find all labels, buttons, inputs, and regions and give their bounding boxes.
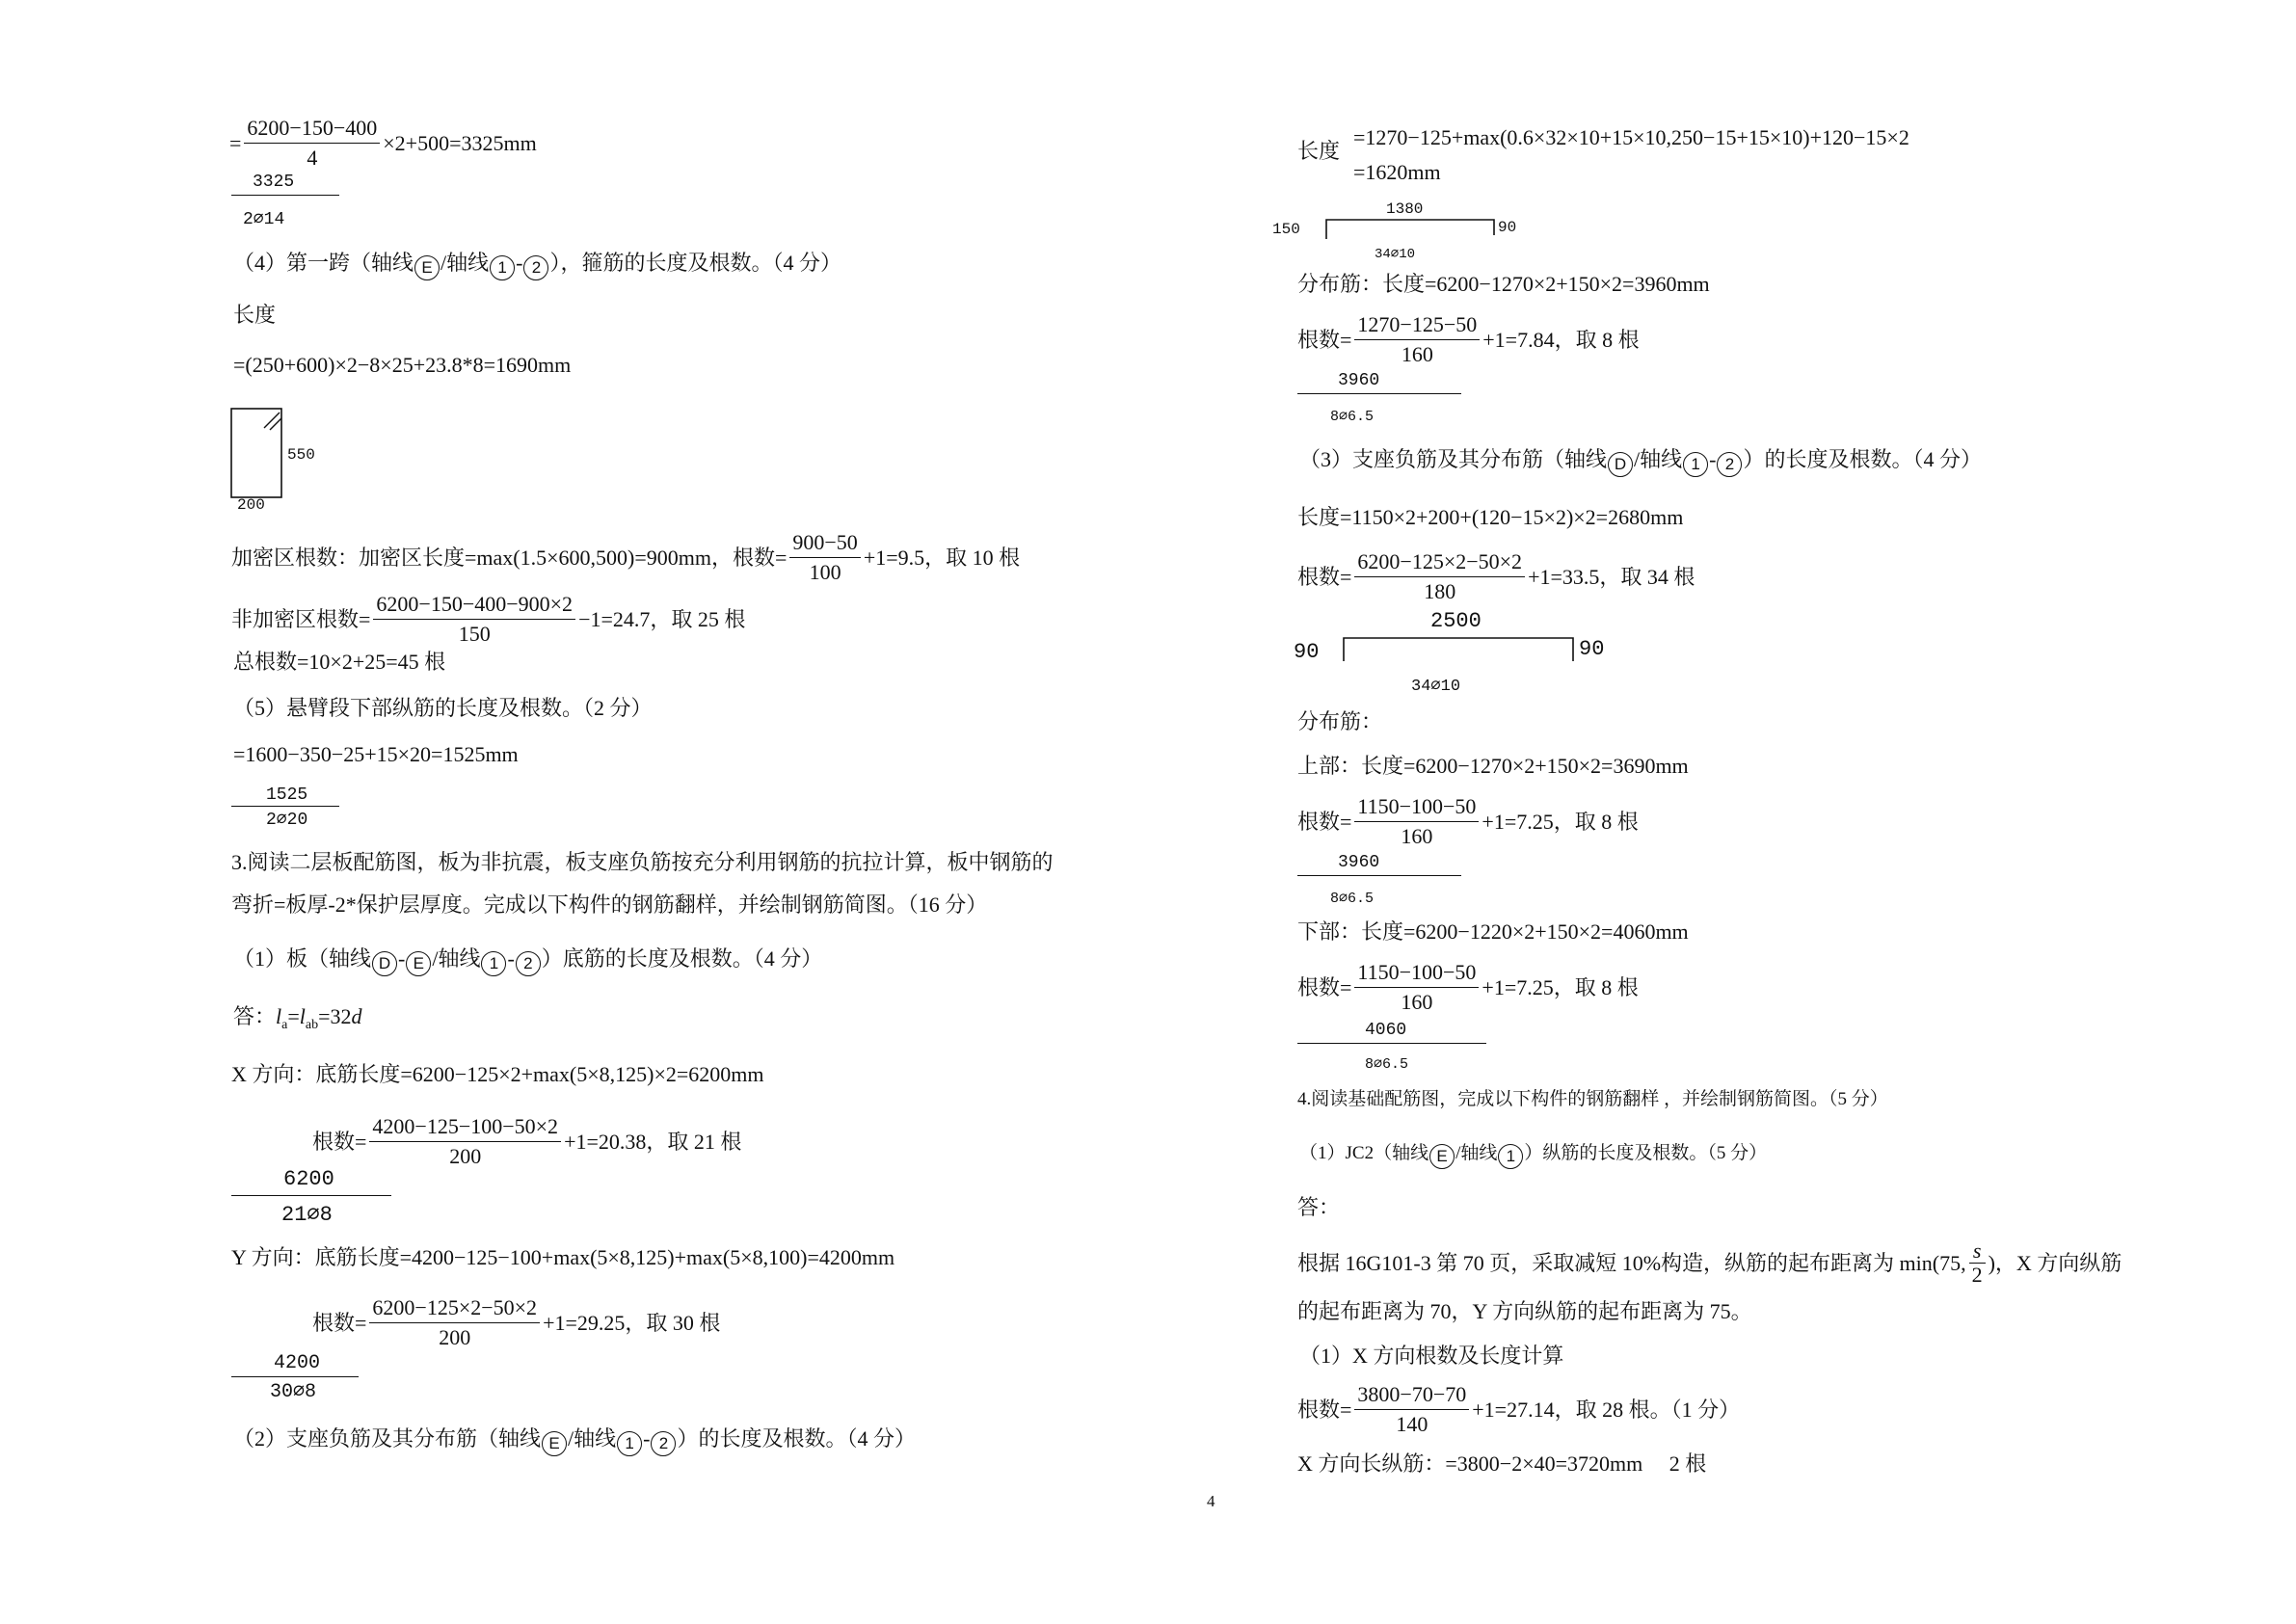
text: +1=9.5，取 10 根 [863,545,1021,570]
stirrup-rect [231,409,281,497]
fraction-denominator: 200 [439,1325,471,1349]
rebar-sketch-hook-left: 90 [1294,640,1320,664]
text: ）底筋的长度及根数。（4 分） [541,946,823,971]
rebar-sketch-label: 8⌀6.5 [1365,1056,1409,1073]
text: /轴线 [1455,1143,1498,1163]
rebar-shape [1344,638,1573,661]
upper-count [1297,792,1639,851]
symbol-l: l [276,1004,282,1028]
axis-circle-E: E [414,255,440,280]
question-4-title: 4.阅读基础配筋图，完成以下构件的钢筋翻样 ，并绘制钢筋简图。（5 分） [1297,1089,1888,1109]
text: ）的长度及根数。（4 分） [1743,447,1982,471]
rebar-sketch-label: 30⌀8 [270,1381,317,1403]
text: 根数= [1297,809,1352,834]
axis-circle-2: 2 [1717,452,1742,477]
fraction [1354,792,1479,851]
subscript: a [281,1018,288,1032]
y-direction-count [312,1293,720,1352]
lower-length: 下部：长度=6200−1220×2+150×2=4060mm [1297,919,1689,944]
fraction [1354,310,1480,369]
text: +1=7.25，取 8 根 [1482,974,1639,999]
fraction [369,1293,540,1352]
rebar-sketch-label: 8⌀6.5 [1330,409,1375,425]
length-label: 长度 [1297,139,1341,163]
rebar-sketch-line [231,1195,391,1196]
text: /轴线 [568,1426,617,1451]
length-equation-line1: =1270−125+max(0.6×32×10+15×10,250−15+15×10)+120−15×2 [1353,125,1909,149]
length-equation-line2: =1620mm [1353,160,1441,184]
text: - [1709,447,1717,471]
total-count: 总根数=10×2+25=45 根 [233,650,446,674]
rebar-sketch-line [1297,1043,1486,1044]
x-direction-length: X 方向：底筋长度=6200−125×2+max(5×8,125)×2=6200mm [231,1062,764,1086]
text: （1）JC2（轴线 [1299,1143,1429,1163]
question-4-title [233,249,841,280]
fraction-numerator: 6200−125×2−50×2 [369,1293,540,1323]
rebar-sketch-length: 6200 [283,1167,334,1191]
fraction-denominator: 160 [1401,824,1433,848]
axis-circle-1: 1 [481,951,506,976]
text: +1=20.38，取 21 根 [564,1129,742,1154]
text: 根数= [312,1310,367,1335]
page-number: 4 [1207,1492,1215,1510]
rebar-sketch-length: 4200 [274,1352,321,1374]
text: ），箍筋的长度及根数。（4 分） [549,251,841,275]
text: −1=24.7，取 25 根 [578,606,746,631]
text: 根数= [1297,327,1352,352]
fraction [369,1112,561,1171]
rebar-shape [1326,220,1494,239]
length-label: 长度 [233,303,277,327]
rebar-sketch-hook-left: 150 [1272,221,1300,238]
answer-anchorage [233,1002,362,1040]
fraction-numerator: 4200−125−100−50×2 [369,1112,561,1142]
text: /轴线 [432,946,481,971]
axis-circle-E: E [1429,1144,1455,1169]
fraction [1354,958,1479,1017]
rebar-sketch-length: 2500 [1430,609,1482,633]
fraction-numerator: 6200−150−400−900×2 [373,590,575,620]
text: +1=7.84，取 8 根 [1482,327,1640,352]
basis-line1 [1297,1239,2122,1287]
upper-length: 上部：长度=6200−1270×2+150×2=3690mm [1297,754,1689,778]
answer-label: 答： [1297,1195,1341,1219]
question-3-3-count [1297,547,1695,606]
text: - [643,1426,651,1451]
fraction-numerator: 1270−125−50 [1354,310,1480,340]
text: （2）支座负筋及其分布筋（轴线 [233,1426,542,1451]
lower-count [1297,958,1639,1017]
rebar-sketch-line [231,806,339,807]
text: /轴线 [441,251,490,275]
distribution-label: 分布筋： [1297,709,1383,733]
axis-circle-D: D [372,951,397,976]
axis-circle-1: 1 [1683,452,1708,477]
rebar-sketch-label: 8⌀6.5 [1330,891,1375,907]
fraction [244,114,380,173]
fraction [1354,1380,1469,1439]
stirrup-equation: =(250+600)×2−8×25+23.8*8=1690mm [233,353,572,377]
text: （3）支座负筋及其分布筋（轴线 [1299,447,1608,471]
fraction-numerator: 900−50 [789,528,860,558]
question-3-line1: 3.阅读二层板配筋图，板为非抗震，板支座负筋按充分利用钢筋的抗拉计算，板中钢筋的 [231,850,1054,874]
rebar-sketch-line [231,195,339,196]
text: =32 [318,1004,352,1028]
rebar-sketch-label: 2⌀14 [243,210,285,229]
axis-circle-1: 1 [490,255,515,280]
text: +1=27.14，取 28 根。（1 分） [1472,1397,1741,1422]
text: ）纵筋的长度及根数。（5 分） [1524,1143,1768,1163]
text: 加密区根数：加密区长度=max(1.5×600,500)=900mm，根数= [231,545,788,570]
x-direction-count [312,1112,741,1171]
fraction-numerator: 3800−70−70 [1354,1380,1469,1410]
axis-circle-D: D [1608,452,1633,477]
axis-circle-2: 2 [651,1431,676,1456]
eq-prefix: = [229,130,242,155]
fraction [1969,1239,1986,1287]
text: +1=29.25，取 30 根 [543,1310,721,1335]
rebar-sketch-line [1297,875,1461,876]
text: = [287,1004,300,1028]
fraction [373,590,575,649]
rebar-sketch-length: 3960 [1338,371,1380,390]
symbol-d: d [351,1004,362,1028]
x-section-title: （1）X 方向根数及长度计算 [1299,1344,1564,1368]
text: 根数= [1297,974,1352,999]
dense-zone-count [231,528,1020,587]
basis-line2: 的起布距离为 70，Y 方向纵筋的起布距离为 75。 [1297,1299,1752,1323]
fraction [789,528,860,587]
x-long-rebar: X 方向长纵筋：=3800−2×40=3720mm 2 根 [1297,1451,1707,1476]
rebar-sketch-hooked [1324,216,1498,245]
question-5-title: （5）悬臂段下部纵筋的长度及根数。（2 分） [233,696,653,720]
fraction-numerator: s [1969,1239,1986,1264]
axis-circle-1: 1 [617,1431,642,1456]
fraction-numerator: 1150−100−50 [1354,792,1479,822]
rebar-sketch-label: 34⌀10 [1375,247,1416,262]
fraction-denominator: 4 [307,146,318,170]
rebar-sketch-hook-right: 90 [1498,219,1517,236]
question-4-1-title [1299,1139,1767,1169]
question-3-1-title [233,945,822,976]
text: ）的长度及根数。（4 分） [677,1426,916,1451]
fraction-numerator: 6200−125×2−50×2 [1354,547,1525,577]
fraction-denominator: 160 [1401,342,1433,366]
text: - [516,251,523,275]
text: 根数= [312,1129,367,1154]
question-3-3-length: 长度=1150×2+200+(120−15×2)×2=2680mm [1297,505,1684,529]
distribution-count [1297,310,1640,369]
fraction-denominator: 160 [1401,990,1433,1014]
text: 非加密区根数= [231,606,371,631]
axis-circle-1: 1 [1498,1144,1523,1169]
stirrup-hook [264,413,280,428]
fraction-denominator: 2 [1971,1263,1983,1287]
axis-circle-2: 2 [516,951,541,976]
distribution-length: 分布筋：长度=6200−1270×2+150×2=3960mm [1297,272,1710,296]
rebar-sketch-length: 4060 [1365,1021,1407,1040]
fraction-denominator: 200 [449,1144,482,1168]
rebar-sketch-length: 3325 [253,173,295,192]
cantilever-equation: =1600−350−25+15×20=1525mm [233,742,519,766]
rebar-sketch-length: 1525 [266,785,308,805]
y-direction-length: Y 方向：底筋长度=4200−125−100+max(5×8,125)+max(5×8,100)=4200mm [231,1245,895,1269]
rebar-sketch-label: 21⌀8 [281,1203,333,1227]
text: （4）第一跨（轴线 [233,251,414,275]
fraction-denominator: 140 [1396,1412,1428,1436]
text: 根数= [1297,1397,1352,1422]
text: /轴线 [1634,447,1683,471]
axis-circle-E: E [542,1431,567,1456]
rebar-sketch-length: 1380 [1386,200,1424,218]
text: - [507,946,515,971]
axis-circle-2: 2 [523,255,548,280]
symbol-l: l [299,1004,306,1028]
text: 根据 16G101-3 第 70 页，采取减短 10%构造，纵筋的起布距离为 min(75, [1297,1250,1966,1275]
non-dense-zone-count [231,590,745,649]
axis-circle-E: E [406,951,431,976]
stirrup-height: 550 [287,446,315,464]
rebar-sketch-hook-right: 90 [1579,637,1605,661]
text: 根数= [1297,564,1352,589]
text: - [398,946,406,971]
stirrup-width: 200 [237,496,265,514]
question-3-2-title [233,1424,916,1456]
rebar-sketch-line [1297,393,1461,394]
text: +1=7.25，取 8 根 [1482,809,1639,834]
rebar-sketch-label: 2⌀20 [266,811,308,830]
question-3-line2: 弯折=板厚-2*保护层厚度。完成以下构件的钢筋翻样，并绘制钢筋简图。（16 分） [231,892,988,917]
rebar-sketch-line [231,1376,359,1377]
question-3-3-title [1299,445,1982,477]
text: )，X 方向纵筋 [1988,1250,2122,1275]
rebar-sketch-length: 3960 [1338,853,1380,872]
fraction-denominator: 150 [458,622,491,646]
eq-suffix: ×2+500=3325mm [383,130,537,155]
text: 答： [233,1004,277,1028]
equation-length [229,114,537,173]
text: （1）板（轴线 [233,946,372,971]
text: +1=33.5，取 34 根 [1528,564,1695,589]
fraction-denominator: 100 [809,560,841,584]
rebar-sketch-hooked [1342,634,1577,665]
fraction-denominator: 180 [1424,579,1456,603]
x-count [1297,1380,1740,1439]
fraction-numerator: 1150−100−50 [1354,958,1479,988]
fraction-numerator: 6200−150−400 [244,114,380,144]
rebar-sketch-label: 34⌀10 [1411,678,1461,696]
subscript: ab [305,1018,319,1032]
fraction [1354,547,1525,606]
